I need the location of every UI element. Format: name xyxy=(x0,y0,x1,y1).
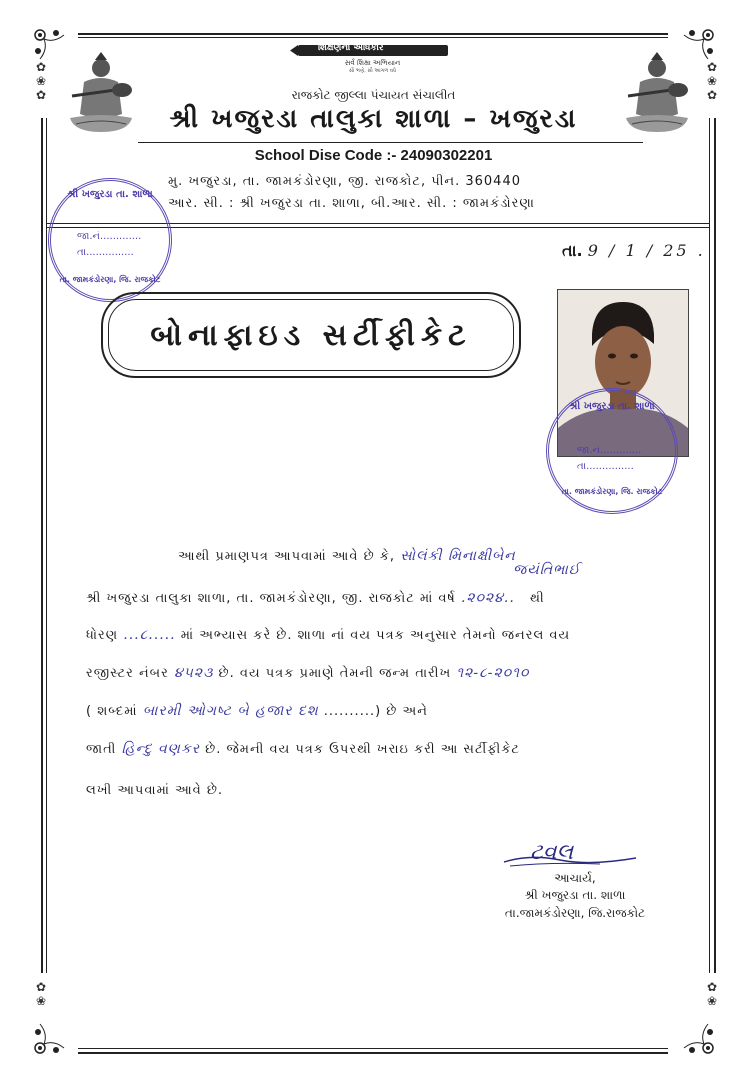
line4-mid: છે. વય પત્રક પ્રમાણે તેમની જન્મ તારીખ xyxy=(218,666,452,681)
birth-date-words: બારમી ઓગષ્ટ બે હજાર દશ xyxy=(142,703,319,719)
stamp-top-text: શ્રી ખજુરડા તા. શાળા xyxy=(569,401,655,412)
border-flower-icon: ✿ ❀ xyxy=(707,980,718,1008)
stamp-field-2: તા............... xyxy=(577,461,634,472)
body-line-7: લખી આપવામાં આવે છે. xyxy=(86,783,224,798)
logo-slogan: સર્વ શિક્ષા અભિયાન xyxy=(344,59,401,67)
address-line-2: આર. સી. : શ્રી ખજુરડા તા. શાળા, બી.આર. સી. : જામકંડોરણા xyxy=(168,196,535,211)
certificate-title: બોનાફાઇડ સર્ટીફીકેટ xyxy=(108,299,514,371)
stamp-field-1: જા.નં............. xyxy=(77,231,142,242)
school-stamp xyxy=(48,178,172,302)
stamp-bottom-text: તા. જામકંડોરણા, જિ. રાજકોટ xyxy=(561,487,663,496)
line5-prefix: ( શબ્દમાં xyxy=(86,704,138,719)
date-label: તા. xyxy=(562,241,583,260)
signature-title: આચાર્ય, xyxy=(554,871,596,885)
line5-suffix: ..........) છે અને xyxy=(323,704,428,719)
panchayat-line: રાજકોટ જીલ્લા પંચાયત સંચાલીત xyxy=(291,88,456,102)
body-line-5 xyxy=(86,703,428,719)
border-flower-icon: ✿ ❀ xyxy=(36,980,47,1008)
body-line-6 xyxy=(86,741,520,757)
left-border xyxy=(41,118,43,973)
line1-prefix: આથી પ્રમાણપત્ર આપવામાં આવે છે કે, xyxy=(178,549,396,564)
caste-value: હિન્દુ વણકર xyxy=(121,741,201,757)
line2-prefix: શ્રી ખજુરડા તાલુકા શાળા, તા. જામકંડોરણા, જી. રાજકોટ માં વર્ષ xyxy=(86,591,456,606)
student-name-line-2: જયંતિભાઈ xyxy=(513,562,581,578)
photo-stamp xyxy=(546,388,678,514)
standard-value: ...૮..... xyxy=(123,627,176,643)
stamp-bottom-text: તા. જામકંડોરણા, જિ. રાજકોટ xyxy=(59,275,161,284)
right-border-inner xyxy=(709,118,710,973)
logo-slogan-small: સૌ ભણે, સૌ આગળ વધે xyxy=(348,68,396,74)
line2-suffix: થી xyxy=(529,591,545,606)
border-flower-icon: ✿ ❀ ✿ xyxy=(707,60,718,102)
line3-prefix: ધોરણ xyxy=(86,628,119,643)
stamp-top-text: શ્રી ખજુરડા તા. શાળા xyxy=(67,189,153,200)
register-number: ૪૫૨૩ xyxy=(173,665,214,681)
principal-signature: ટવલ xyxy=(530,840,574,865)
date-value: 9 / 1 / 25 . xyxy=(587,241,706,260)
corner-flourish-icon xyxy=(680,1020,718,1058)
year-value: .૨૦૨૪.. xyxy=(460,590,515,606)
body-line-4 xyxy=(86,665,529,681)
school-name-title: શ્રી ખજુરડા તાલુકા શાળા – ખજુરડા xyxy=(169,104,578,134)
signature-school: શ્રી ખજુરડા તા. શાળા xyxy=(524,888,626,902)
certificate-title-frame xyxy=(101,292,521,378)
line3-suffix: માં અભ્યાસ કરે છે. શાળા નાં વય પત્રક અનુસાર તેમનો જનરલ વય xyxy=(180,628,571,643)
corner-flourish-icon xyxy=(30,1020,68,1058)
line6-suffix: છે. જેમની વય પત્રક ઉપરથી ખરાઇ કરી આ સર્ટીફીકેટ xyxy=(205,742,520,757)
bottom-border-inner xyxy=(78,1048,668,1049)
line4-prefix: રજીસ્ટર નંબર xyxy=(86,666,169,681)
student-name: સોલંકી મિનાક્ષીબેન xyxy=(400,548,516,564)
date-field xyxy=(562,241,706,261)
signature-flourish-icon xyxy=(500,850,640,870)
stamp-field-2: તા............... xyxy=(77,247,134,258)
signature-place: તા.જામકંડોરણા, જિ.રાજકોટ xyxy=(504,906,646,920)
body-line-1 xyxy=(178,548,516,564)
border-flower-icon: ✿ ❀ ✿ xyxy=(36,60,47,102)
line6-prefix: જાતી xyxy=(86,742,117,757)
school-dise-code: School Dise Code :- 24090302201 xyxy=(254,147,493,164)
address-line-1: મુ. ખજુરડા, તા. જામકંડોરણા, જી. રાજકોટ, પીન. 360440 xyxy=(168,174,521,189)
top-border-inner xyxy=(78,37,668,38)
logo-top-text: શિક્ષણનો અધિકાર xyxy=(318,43,384,53)
right-border xyxy=(714,118,716,973)
body-line-3 xyxy=(86,627,570,643)
body-line-2 xyxy=(86,590,545,606)
bottom-border xyxy=(78,1052,668,1054)
title-underline xyxy=(138,142,643,143)
stamp-field-1: જા.નં............. xyxy=(577,445,642,456)
left-border-inner xyxy=(46,118,47,973)
top-border xyxy=(78,33,668,35)
rte-logo xyxy=(290,42,455,78)
birth-date: ૧૨-૮-૨૦૧૦ xyxy=(456,665,530,681)
